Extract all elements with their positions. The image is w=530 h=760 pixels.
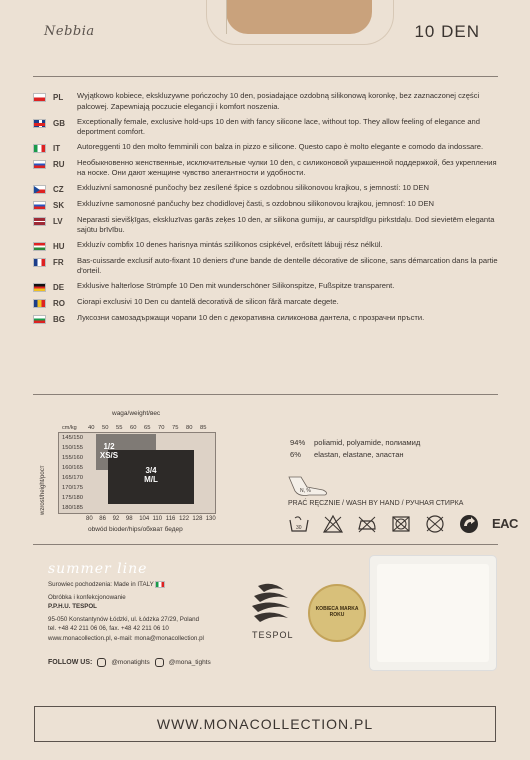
size-label-large xyxy=(136,466,166,484)
blank-sticker-area xyxy=(370,556,496,670)
size-chart-hips-label: obwód bioder/hips/обхват бедер xyxy=(88,526,183,533)
contact-text: www.monacollection.pl, e-mail: mona@monacollection.pl xyxy=(48,634,204,642)
hand-wash-icon xyxy=(288,514,310,534)
lang-row-lv xyxy=(33,214,503,236)
lang-text: Луксозни самозадържащи чорапи 10 den с декоративна силиконова дантела, с прозрачни пръсти. xyxy=(77,312,425,322)
height-tick: 175/180 xyxy=(62,495,83,501)
lang-text: Exkluzívne samonosné pančuchy bez chodidlovej časti, s ozdobnou silikonovou krajkou, jemnosť: 10 DEN xyxy=(77,198,434,208)
svg-text:30: 30 xyxy=(296,525,302,531)
uk-flag-icon xyxy=(33,119,46,128)
hips-tick: 92 xyxy=(112,516,120,522)
lang-code: PL xyxy=(53,93,64,102)
lang-text: Ciorapi exclusivi 10 Den cu dantelă decorativă de silicon fără marcate degete. xyxy=(77,296,339,306)
hips-tick: 80 xyxy=(86,516,93,522)
size-small-code: XS/S xyxy=(99,451,119,460)
hips-tick: 86 xyxy=(99,516,106,522)
hips-tick: 116 xyxy=(165,516,176,522)
lang-code: HU xyxy=(53,242,65,252)
line-name: summer line xyxy=(48,561,148,577)
hungary-flag-icon xyxy=(33,242,46,251)
slovakia-flag-icon xyxy=(33,201,46,210)
address-text: 95-050 Konstantynów Łódzki, ul. Łódzka 27/29, Poland xyxy=(48,615,200,623)
award-text: KOBIECA MARKA ROKU xyxy=(315,606,359,618)
lang-code: SK xyxy=(53,200,65,210)
recycle-icon xyxy=(458,514,480,534)
composition-row xyxy=(290,437,420,449)
hips-tick: 110 xyxy=(152,516,163,522)
divider xyxy=(33,394,498,395)
lang-code: IT xyxy=(53,144,61,154)
producer-info xyxy=(48,580,204,644)
weight-tick: 65 xyxy=(144,425,151,431)
lang-code: GB xyxy=(53,118,65,128)
hips-tick: 98 xyxy=(125,516,133,522)
height-tick: 155/160 xyxy=(62,455,83,461)
lang-text: Exceptionally female, exclusive hold-ups 10 den with fancy silicone lace, without top. They allow feeling of elegance and deportment comfort. xyxy=(77,116,480,137)
fold-line xyxy=(226,0,227,34)
no-iron-icon xyxy=(356,514,378,534)
lang-code: LV xyxy=(53,216,63,226)
bulgaria-flag-icon xyxy=(33,315,46,324)
no-tumble-dry-icon xyxy=(424,514,446,534)
weight-tick: 85 xyxy=(200,425,207,431)
russia-flag-icon xyxy=(33,160,46,169)
hips-tick: 128 xyxy=(192,516,203,522)
height-tick: 150/155 xyxy=(62,445,83,451)
company-name: P.P.H.U. TESPOL xyxy=(48,603,97,611)
latvia-flag-icon xyxy=(33,217,46,226)
social-links xyxy=(48,658,211,667)
origin-line xyxy=(48,580,204,590)
height-tick: 165/170 xyxy=(62,475,83,481)
size-chart-weight-label: waga/weight/вес xyxy=(112,410,161,417)
weight-tick: 75 xyxy=(172,425,179,431)
lang-row-ru xyxy=(33,157,503,179)
lang-row-bg xyxy=(33,312,503,324)
height-tick: 170/175 xyxy=(62,485,83,491)
germany-flag-icon xyxy=(33,283,46,292)
tespol-name: TESPOL xyxy=(252,630,294,640)
composition-row xyxy=(290,449,420,461)
hips-tick: 104 xyxy=(139,516,150,522)
lang-text: Autoreggenti 10 den molto femminili con balza in pizzo e silicone. Questo capo è molto elegante e comodo da indossare. xyxy=(77,142,484,152)
tespol-logo-icon xyxy=(244,582,302,626)
no-dry-clean-icon xyxy=(390,514,412,534)
weight-tick: 55 xyxy=(116,425,123,431)
lang-text: Wyjątkowo kobiece, ekskluzywne pończochy 10 den, posiadające ozdobną silikonową koronkę, bez zaznaczonej części palcowej. Zapewniają poczucie elegancji i komfort noszenia. xyxy=(77,91,480,111)
weight-tick: 80 xyxy=(186,425,193,431)
composition xyxy=(290,437,420,461)
france-flag-icon xyxy=(33,258,46,267)
lang-row-pl xyxy=(33,90,503,112)
phone-text: tel. +48 42 211 06 06, fax. +48 42 211 06 10 xyxy=(48,625,169,633)
lang-text: Bas-cuissarde exclusif auto-fixant 10 deniers d'une bande de dentelle décorative de silicone, sans démarcation dans la partie d'orteil. xyxy=(77,255,498,276)
lang-code: RO xyxy=(53,298,65,308)
brand-name: Nebbia xyxy=(44,24,95,39)
processing-text: Obróbka i konfekcjonowanie xyxy=(48,593,126,601)
composition-pct: 6% xyxy=(290,450,301,459)
composition-text: poliamid, polyamide, полиамид xyxy=(314,438,421,447)
height-tick: 160/165 xyxy=(62,465,83,471)
italy-flag-icon xyxy=(155,581,165,588)
size-large-code: M/L xyxy=(144,475,158,484)
lang-row-cz xyxy=(33,182,503,194)
instagram-icon xyxy=(97,658,106,667)
language-list xyxy=(33,90,503,324)
lang-row-de xyxy=(33,280,503,292)
romania-flag-icon xyxy=(33,299,46,308)
height-tick: 145/150 xyxy=(62,435,83,441)
sticker-inner xyxy=(377,564,489,662)
instagram-icon xyxy=(155,658,164,667)
lang-row-ro xyxy=(33,296,503,308)
italy-flag-icon xyxy=(33,144,46,153)
size-large-num: 3/4 xyxy=(145,466,157,475)
lang-code: RU xyxy=(53,159,65,169)
product-window xyxy=(226,0,372,34)
website-url[interactable]: WWW.MONACOLLECTION.PL xyxy=(34,706,496,742)
lang-code: CZ xyxy=(53,185,64,195)
lang-text: Exklusive halterlose Strümpfe 10 Den mit wunderschöner Silikonspitze, Fußspitze transparent. xyxy=(77,281,395,291)
lang-code: DE xyxy=(53,283,65,293)
composition-text: elastan, elastane, эластан xyxy=(314,450,404,459)
hips-tick: 130 xyxy=(205,516,216,522)
lang-row-sk xyxy=(33,198,503,210)
weight-tick: 60 xyxy=(130,425,137,431)
no-bleach-icon xyxy=(322,514,344,534)
lang-code: FR xyxy=(53,257,64,267)
denier-label: 10 DEN xyxy=(414,22,480,41)
lang-text: Exkluzivní samonosné punčochy bez zesílené špice s ozdobnou silikonovou krajkou, s jemností: 10 DEN xyxy=(77,183,430,193)
follow-label: FOLLOW US: xyxy=(48,659,93,666)
poland-flag-icon xyxy=(33,93,46,102)
weight-tick: 70 xyxy=(158,425,165,431)
size-small-num: 1/2 xyxy=(103,442,115,451)
size-chart-unit: cm/kg xyxy=(62,425,77,431)
divider xyxy=(33,544,498,545)
leg-note: N, % xyxy=(300,488,311,494)
size-chart-height-label: wzrost/height/рост xyxy=(40,465,46,515)
weight-tick: 50 xyxy=(102,425,109,431)
lang-row-hu xyxy=(33,239,503,251)
hips-tick: 122 xyxy=(179,516,190,522)
lang-text: Neparasti sievišķīgas, ekskluzīvas garās zeķes 10 den, ar silikona gumiju, ar caurspīdīgu pirkstdaļu. Dod sievietēm eleganta sajūtu brīvību. xyxy=(77,214,495,235)
weight-tick: 40 xyxy=(88,425,95,431)
divider xyxy=(33,76,498,77)
instagram-handle-2[interactable]: @mona_tights xyxy=(168,659,211,666)
lang-row-gb xyxy=(33,116,503,138)
composition-pct: 94% xyxy=(290,438,306,447)
lang-text: Необыкновенно женственные, исключительные чулки 10 den, с силиконовой украшенной поддержкой, без укрепления на носке. Они дают женщине чувство элегантности и удобности. xyxy=(77,157,497,178)
lang-row-fr xyxy=(33,255,503,277)
lang-text: Exkluzív combfix 10 denes harisnya mintás szilikonos csipkével, erősített lábujj rész nélkül. xyxy=(77,240,383,250)
wash-instructions: PRAĆ RĘCZNIE / WASH BY HAND / РУЧНАЯ СТИРКА xyxy=(288,500,464,507)
size-label-small xyxy=(98,442,120,460)
origin-text: Surowiec pochodzenia: Made in ITALY xyxy=(48,581,154,588)
care-symbols xyxy=(288,514,518,534)
czech-flag-icon xyxy=(33,185,46,194)
height-tick: 180/185 xyxy=(62,505,83,511)
lang-row-it xyxy=(33,141,503,153)
lang-code: BG xyxy=(53,314,65,324)
eac-icon: EAC xyxy=(492,516,518,531)
instagram-handle-1[interactable]: @monatights xyxy=(111,659,150,666)
